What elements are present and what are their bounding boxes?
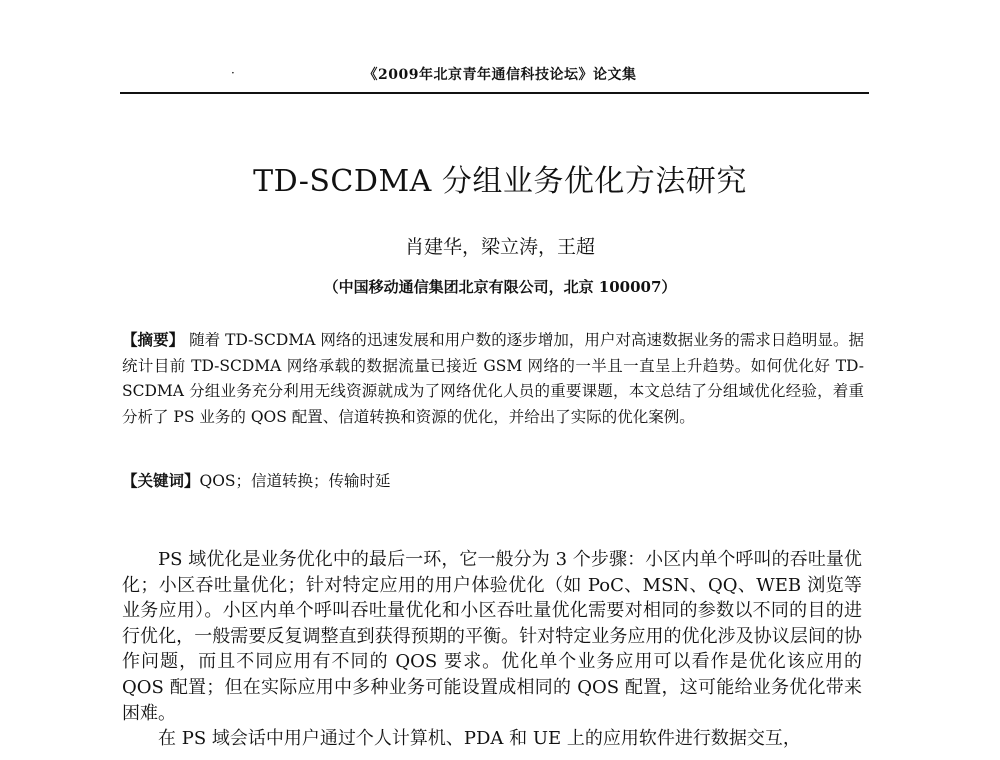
- keywords-label: 【关键词】: [122, 471, 200, 490]
- body-paragraph-2: 在 PS 域会话中用户通过个人计算机、PDA 和 UE 上的应用软件进行数据交互，: [158, 728, 801, 750]
- journal-header: 《2009年北京青年通信科技论坛》论文集: [363, 67, 637, 83]
- body-text: [122, 547, 862, 752]
- paper-affiliation: （中国移动通信集团北京有限公司，北京 100007）: [323, 278, 677, 296]
- abstract-label: 【摘要】: [122, 330, 185, 349]
- paper-authors: 肖建华，梁立涛，王超: [404, 236, 595, 258]
- abstract: [122, 327, 864, 430]
- keywords-text: QOS；信道转换；传输时延: [199, 472, 391, 490]
- paper-title: TD-SCDMA 分组业务优化方法研究: [253, 164, 747, 199]
- abstract-text: 随着 TD-SCDMA 网络的迅速发展和用户数的逐步增加，用户对高速数据业务的需求日趋明显。据统计目前 TD-SCDMA 网络承载的数据流量已接近 GSM 网络的一半且一直呈上升趋势。如何优化好 TD-SCDMA 分组业务充分利用无线资源就成为了网络优化人员的重要课题，本文总结了分组域优化经验，着重分析了 PS 业务的 QOS 配置、信道转换和资源的优化，并给出了实际的优化案例。: [122, 331, 864, 426]
- header-rule: [120, 92, 869, 94]
- body-paragraph-1: PS 域优化是业务优化中的最后一环，它一般分为 3 个步骤：小区内单个呼叫的吞吐量优化；小区吞吐量优化；针对特定应用的用户体验优化（如 PoC、MSN、QQ、WEB 浏览等业务应用）。小区内单个呼叫吞吐量优化和小区吞吐量优化需要对相同的参数以不同的目的进行优化，一般需要反复调整直到获得预期的平衡。针对特定业务应用的优化涉及协议层间的协作问题，而且不同应用有不同的 QOS 要求。优化单个业务应用可以看作是优化该应用的 QOS 配置；但在实际应用中多种业务可能设置成相同的 QOS 配置，这可能给业务优化带来困难。: [122, 549, 862, 724]
- scan-dot: ·: [231, 66, 235, 80]
- keywords: [122, 468, 864, 494]
